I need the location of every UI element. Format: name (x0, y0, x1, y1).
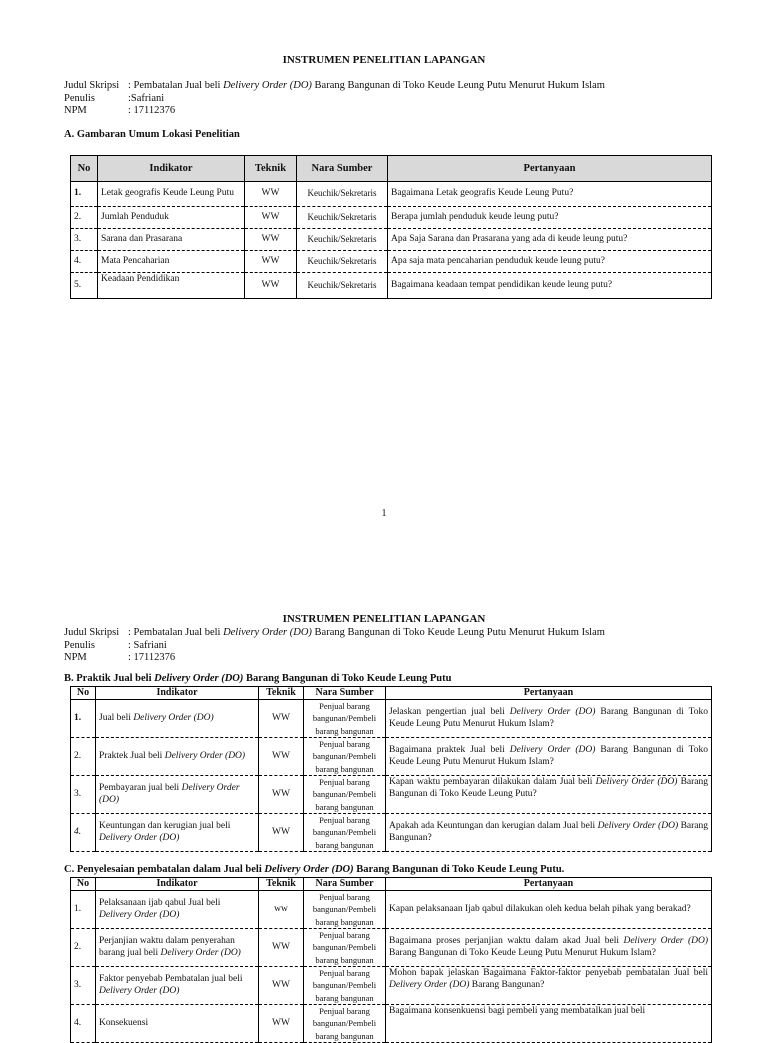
cell-no: 4. (71, 1005, 96, 1043)
table-row (71, 891, 712, 929)
cell-pertanyaan: Apakah ada Keuntungan dan kerugian dalam Jual beli Delivery Order (DO) Barang Bangunan? (386, 814, 712, 852)
judul-label: Judul Skripsi (64, 627, 120, 638)
cell-indikator: Konsekuensi (96, 1005, 259, 1043)
cell-pertanyaan: Apa Saja Sarana dan Prasarana yang ada di keude leung putu? (388, 229, 712, 251)
cell-teknik: WW (259, 700, 304, 738)
penulis-value: :Safriani (128, 92, 165, 104)
cell-pertanyaan: Kapan pelaksanaan Ijab qabul dilakukan oleh kedua belah pihak yang berakad? (386, 891, 712, 929)
table-row (71, 182, 712, 207)
page-title: INSTRUMEN PENELITIAN LAPANGAN (282, 54, 486, 66)
npm-label: NPM (64, 652, 87, 663)
cell-pertanyaan: Mohon bapak jelaskan Bagaimana Faktor-faktor penyebab pembatalan Jual beli Delivery Order (DO) Barang Bangunan? (386, 967, 712, 1005)
table-a (70, 155, 712, 299)
section-a-heading: A. Gambaran Umum Lokasi Penelitian (64, 129, 240, 140)
cell-no: 1. (71, 182, 98, 207)
col-header-pertanyaan: Pertanyaan (388, 156, 712, 182)
cell-no: 3. (71, 776, 96, 814)
cell-teknik: WW (259, 814, 304, 852)
col-header-nara-sumber: Nara Sumber (304, 687, 386, 700)
cell-no: 5. (71, 273, 98, 299)
table-row (71, 700, 712, 738)
cell-teknik: WW (259, 776, 304, 814)
cell-nara-sumber: Penjual barang bangunan/Pembeli barang bangunan (304, 1005, 386, 1043)
col-header-teknik: Teknik (259, 878, 304, 891)
table-row (71, 229, 712, 251)
cell-nara-sumber: Keuchik/Sekretaris (297, 251, 388, 273)
cell-teknik: WW (259, 967, 304, 1005)
col-header-no: No (71, 687, 96, 700)
page-title: INSTRUMEN PENELITIAN LAPANGAN (282, 613, 486, 625)
page-number: 1 (381, 508, 387, 519)
table-c (70, 877, 712, 1043)
cell-indikator: Perjanjian waktu dalam penyerahan barang jual beli Delivery Order (DO) (96, 929, 259, 967)
col-header-indikator: Indikator (98, 156, 245, 182)
cell-nara-sumber: Penjual barang bangunan/Pembeli barang bangunan (304, 738, 386, 776)
cell-nara-sumber: Keuchik/Sekretaris (297, 229, 388, 251)
npm-label: NPM (64, 105, 87, 116)
table-row (71, 929, 712, 967)
npm-value: : 17112376 (128, 105, 176, 116)
cell-indikator: Faktor penyebab Pembatalan jual beli Delivery Order (DO) (96, 967, 259, 1005)
penulis-label: Penulis (64, 639, 95, 651)
npm-value: : 17112376 (128, 652, 176, 663)
col-header-no: No (71, 156, 98, 182)
table-row (71, 814, 712, 852)
cell-indikator: Sarana dan Prasarana (98, 229, 245, 251)
cell-indikator: Pembayaran jual beli Delivery Order (DO) (96, 776, 259, 814)
cell-no: 4. (71, 814, 96, 852)
judul-value: : Pembatalan Jual beli Delivery Order (DO) Barang Bangunan di Toko Keude Leung Putu Menurut Hukum Islam (128, 627, 605, 638)
cell-teknik: WW (259, 929, 304, 967)
col-header-nara-sumber: Nara Sumber (304, 878, 386, 891)
cell-teknik: ww (259, 891, 304, 929)
cell-no: 3. (71, 229, 98, 251)
cell-teknik: WW (259, 1005, 304, 1043)
cell-indikator: Keadaan Pendidikan (98, 273, 245, 299)
cell-no: 2. (71, 207, 98, 229)
cell-no: 1. (71, 891, 96, 929)
cell-teknik: WW (245, 251, 297, 273)
section-c-heading: C. Penyelesaian pembatalan dalam Jual beli Delivery Order (DO) Barang Bangunan di Toko Keude Leung Putu. (64, 864, 565, 875)
cell-nara-sumber: Keuchik/Sekretaris (297, 182, 388, 207)
cell-teknik: WW (259, 738, 304, 776)
cell-indikator: Pelaksanaan ijab qabul Jual beli Delivery Order (DO) (96, 891, 259, 929)
table-row (71, 776, 712, 814)
cell-nara-sumber: Penjual barang bangunan/Pembeli barang bangunan (304, 776, 386, 814)
penulis-label: Penulis (64, 92, 95, 104)
cell-pertanyaan: Bagaimana konsenkuensi bagi pembeli yang membatalkan jual beli (386, 1005, 712, 1043)
cell-no: 3. (71, 967, 96, 1005)
penulis-value: : Safriani (128, 639, 167, 651)
table-row (71, 738, 712, 776)
col-header-indikator: Indikator (96, 687, 259, 700)
cell-pertanyaan: Bagaimana keadaan tempat pendidikan keude leung putu? (388, 273, 712, 299)
judul-value: : Pembatalan Jual beli Delivery Order (DO) Barang Bangunan di Toko Keude Leung Putu Menurut Hukum Islam (128, 80, 605, 91)
col-header-teknik: Teknik (259, 687, 304, 700)
document-meta (64, 80, 605, 118)
col-header-indikator: Indikator (96, 878, 259, 891)
cell-indikator: Mata Pencaharian (98, 251, 245, 273)
document-meta (64, 627, 605, 665)
cell-teknik: WW (245, 207, 297, 229)
cell-nara-sumber: Penjual barang bangunan/Pembeli barang bangunan (304, 814, 386, 852)
col-header-pertanyaan: Pertanyaan (386, 878, 712, 891)
col-header-pertanyaan: Pertanyaan (386, 687, 712, 700)
cell-pertanyaan: Jelaskan pengertian jual beli Delivery Order (DO) Barang Bangunan di Toko Keude Leung Putu Menurut Hukum Islam? (386, 700, 712, 738)
cell-pertanyaan: Bagaimana proses perjanjian waktu dalam akad Jual beli Delivery Order (DO) Barang Bangunan di Toko Keude Leung Putu Menurut Hukum Islam? (386, 929, 712, 967)
cell-no: 1. (71, 700, 96, 738)
table-row (71, 251, 712, 273)
cell-pertanyaan: Berapa jumlah penduduk keude leung putu? (388, 207, 712, 229)
cell-no: 2. (71, 929, 96, 967)
table-row (71, 273, 712, 299)
table-row (71, 207, 712, 229)
cell-teknik: WW (245, 273, 297, 299)
cell-pertanyaan: Bagaimana Letak geografis Keude Leung Putu? (388, 182, 712, 207)
cell-teknik: WW (245, 182, 297, 207)
section-b-heading: B. Praktik Jual beli Delivery Order (DO) Barang Bangunan di Toko Keude Leung Putu (64, 673, 452, 684)
cell-indikator: Jual beli Delivery Order (DO) (96, 700, 259, 738)
cell-nara-sumber: Penjual barang bangunan/Pembeli barang bangunan (304, 967, 386, 1005)
cell-pertanyaan: Kapan waktu pembayaran dilakukan dalam Jual beli Delivery Order (DO) Barang Bangunan di Toko Keude Leung Putu? (386, 776, 712, 814)
cell-nara-sumber: Penjual barang bangunan/Pembeli barang bangunan (304, 700, 386, 738)
cell-no: 2. (71, 738, 96, 776)
cell-pertanyaan: Apa saja mata pencaharian penduduk keude leung putu? (388, 251, 712, 273)
table-row (71, 967, 712, 1005)
cell-indikator: Praktek Jual beli Delivery Order (DO) (96, 738, 259, 776)
cell-nara-sumber: Penjual barang bangunan/Pembeli barang bangunan (304, 929, 386, 967)
col-header-no: No (71, 878, 96, 891)
cell-indikator: Jumlah Penduduk (98, 207, 245, 229)
cell-pertanyaan: Bagaimana praktek Jual beli Delivery Order (DO) Barang Bangunan di Toko Keude Leung Putu Menurut Hukum Islam? (386, 738, 712, 776)
col-header-teknik: Teknik (245, 156, 297, 182)
cell-nara-sumber: Keuchik/Sekretaris (297, 273, 388, 299)
cell-indikator: Keuntungan dan kerugian jual beli Delivery Order (DO) (96, 814, 259, 852)
judul-label: Judul Skripsi (64, 80, 120, 91)
cell-indikator: Letak geografis Keude Leung Putu (98, 182, 245, 207)
cell-teknik: WW (245, 229, 297, 251)
cell-nara-sumber: Penjual barang bangunan/Pembeli barang bangunan (304, 891, 386, 929)
cell-no: 4. (71, 251, 98, 273)
cell-nara-sumber: Keuchik/Sekretaris (297, 207, 388, 229)
table-b (70, 686, 712, 852)
col-header-nara-sumber: Nara Sumber (297, 156, 388, 182)
